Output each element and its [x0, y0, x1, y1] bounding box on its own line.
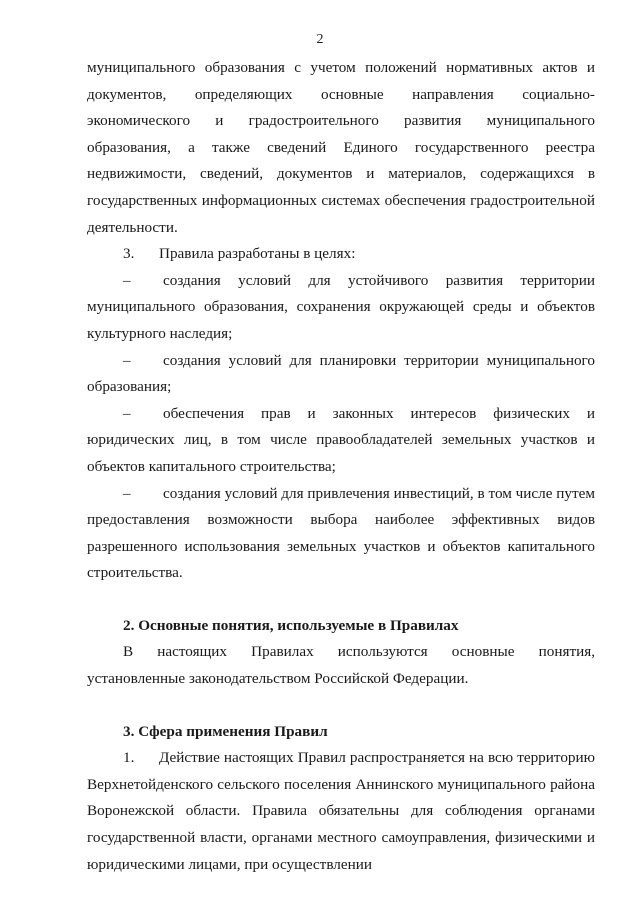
- item-number: 3.: [123, 245, 135, 263]
- section-heading: 2. Основные понятия, используемые в Правилах: [123, 616, 459, 634]
- list-dash: –: [123, 404, 131, 422]
- document-body: [87, 55, 595, 878]
- paragraph-text: Действие настоящих Правил распространяется на всю территорию Верхнетойденского сельского поселения Аннинского муниципального района Воронежской области. Правила обязательны для соблюдения органами государственной власти, органами местного самоуправления, физическими и юридическими лицами, при осуществлении: [87, 749, 595, 873]
- list-item: [87, 268, 595, 348]
- paragraph-scope: [87, 745, 595, 878]
- list-item: [87, 481, 595, 587]
- paragraph-continuation: муниципального образования с учетом положений нормативных актов и документов, определяющих основные направления социально-экономического и градостроительного развития муниципального образования, а также сведений Единого государственного реестра недвижимости, сведений, документов и материалов, содержащихся в государственных информационных системах обеспечения градостроительной деятельности.: [87, 59, 595, 236]
- list-item-text: создания условий для устойчивого развития территории муниципального образования, сохранения окружающей среды и объектов культурного наследия;: [87, 271, 595, 342]
- list-dash: –: [123, 351, 131, 369]
- list-item-text: создания условий для планировки территории муниципального образования;: [87, 351, 595, 396]
- list-dash: –: [123, 271, 131, 289]
- list-item-text: создания условий для привлечения инвестиций, в том числе путем предоставления возможности выбора наиболее эффективных видов разрешенного использования земельных участков и объектов капитального строительства.: [87, 484, 595, 582]
- list-item: [87, 348, 595, 401]
- section-heading: 3. Сфера применения Правил: [123, 722, 328, 740]
- list-item-text: обеспечения прав и законных интересов физических и юридических лиц, в том числе правообладателей земельных участков и объектов капитального строительства;: [87, 404, 595, 475]
- paragraph-text: Правила разработаны в целях:: [159, 245, 356, 263]
- page-number: 2: [316, 32, 324, 47]
- item-number: 1.: [123, 749, 135, 767]
- paragraph-definitions: В настоящих Правилах используются основные понятия, установленные законодательством Российской Федерации.: [87, 643, 595, 688]
- list-item: [87, 401, 595, 481]
- list-dash: –: [123, 484, 131, 502]
- paragraph-purposes: [87, 241, 595, 268]
